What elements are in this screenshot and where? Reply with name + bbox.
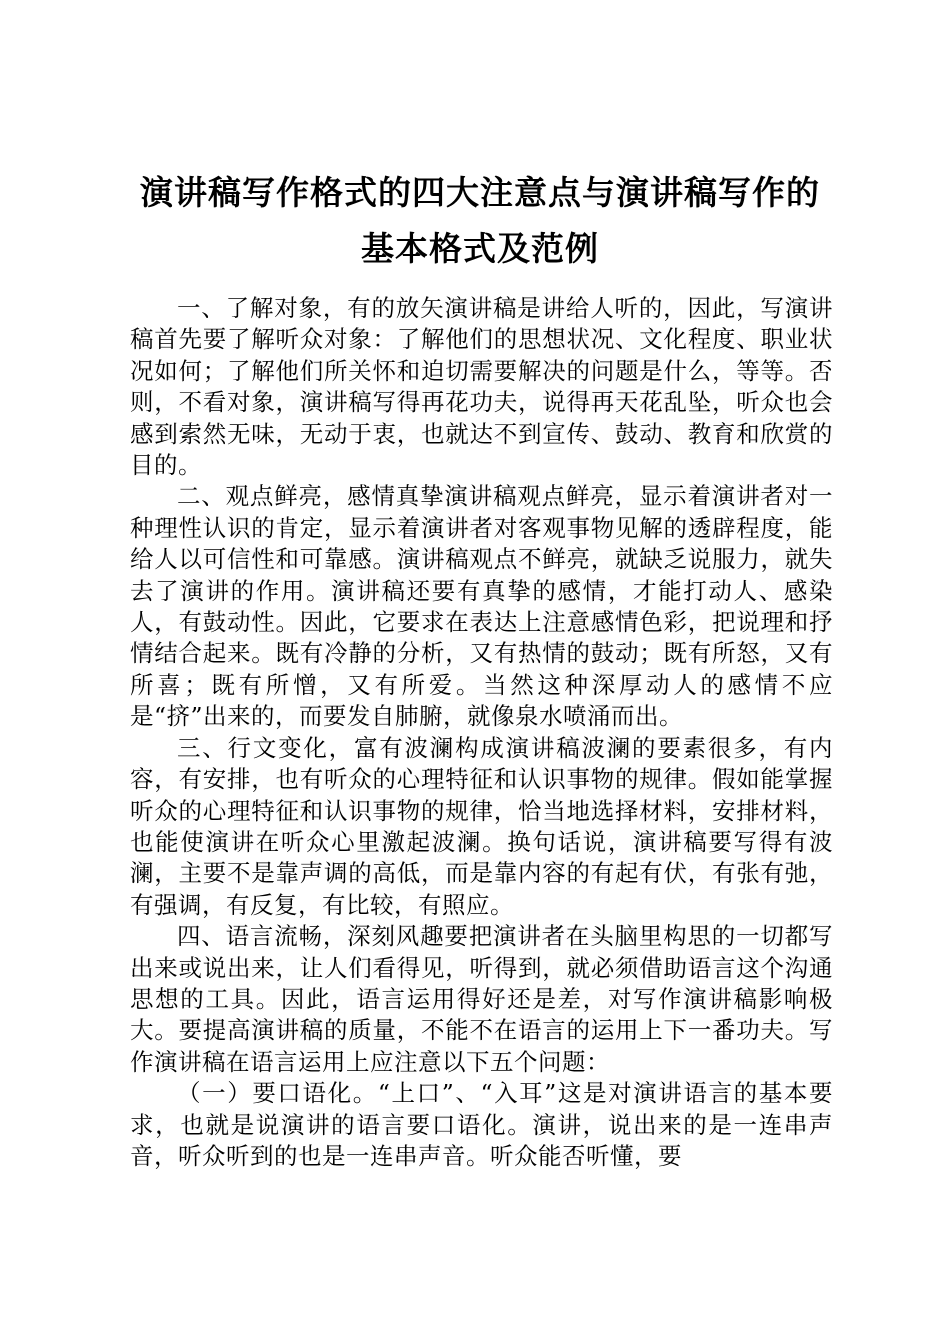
document-title	[110, 165, 850, 277]
title-line-1: 演讲稿写作格式的四大注意点与演讲稿写作的	[140, 173, 820, 212]
document-body	[130, 293, 833, 1172]
paragraph-5: （一）要口语化。“上口”、“入耳”这是对演讲语言的基本要求，也就是说演讲的语言要口语化。演讲，说出来的是一连串声音，听众听到的也是一连串声音。听众能否听懂，要	[130, 1079, 833, 1170]
paragraph-1: 一、了解对象，有的放矢演讲稿是讲给人听的，因此，写演讲稿首先要了解听众对象：了解他们的思想状况、文化程度、职业状况如何；了解他们所关怀和迫切需要解决的问题是什么，等等。否则，不看对象，演讲稿写得再花功夫，说得再天花乱坠，听众也会感到索然无味，无动于衷，也就达不到宣传、鼓动、教育和欣赏的目的。	[130, 294, 833, 480]
paragraph-4: 四、语言流畅，深刻风趣要把演讲者在头脑里构思的一切都写出来或说出来，让人们看得见，听得到，就必须借助语言这个沟通思想的工具。因此，语言运用得好还是差，对写作演讲稿影响极大。要提高演讲稿的质量，不能不在语言的运用上下一番功夫。写作演讲稿在语言运用上应注意以下五个问题：	[130, 922, 833, 1076]
paragraph-2: 二、观点鲜亮，感情真挚演讲稿观点鲜亮，显示着演讲者对一种理性认识的肯定，显示着演讲者对客观事物见解的透辟程度，能给人以可信性和可靠感。演讲稿观点不鲜亮，就缺乏说服力，就失去了演讲的作用。演讲稿还要有真挚的感情，才能打动人、感染人，有鼓动性。因此，它要求在表达上注意感情色彩，把说理和抒情结合起来。既有冷静的分析，又有热情的鼓动；既有所怒，又有所喜；既有所憎，又有所爱。当然这种深厚动人的感情不应是“挤”出来的，而要发自肺腑，就像泉水喷涌而出。	[130, 482, 833, 731]
paragraph-3: 三、行文变化，富有波澜构成演讲稿波澜的要素很多，有内容，有安排，也有听众的心理特征和认识事物的规律。假如能掌握听众的心理特征和认识事物的规律，恰当地选择材料，安排材料，也能使演讲在听众心里激起波澜。换句话说，演讲稿要写得有波澜，主要不是靠声调的高低，而是靠内容的有起有伏，有张有弛，有强调，有反复，有比较，有照应。	[130, 733, 833, 919]
title-line-2: 基本格式及范例	[361, 229, 599, 268]
